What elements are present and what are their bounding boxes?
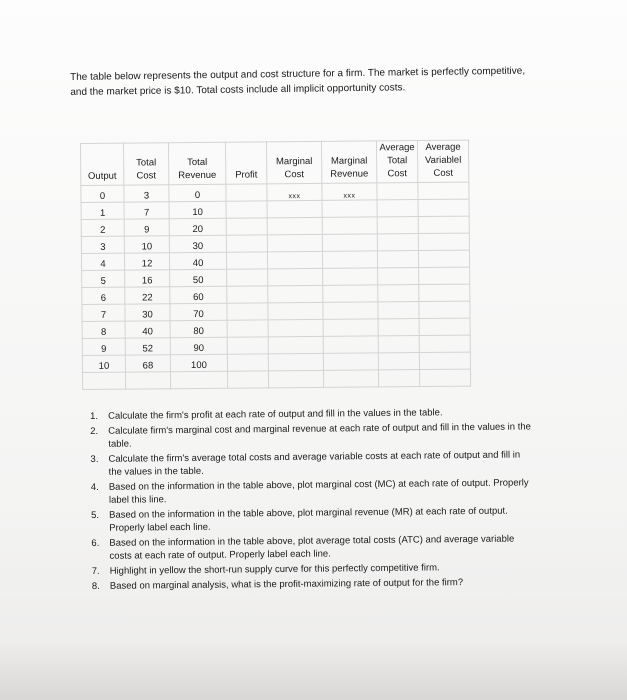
average-variable-cost-cell[interactable] <box>419 318 470 335</box>
output-cell: 2 <box>81 219 124 236</box>
total-cost-cell: 40 <box>125 321 170 338</box>
question-number: 4. <box>90 481 99 493</box>
profit-cell[interactable] <box>226 235 267 252</box>
question-number: 7. <box>91 565 100 577</box>
question-number: 5. <box>91 509 100 521</box>
total-revenue-cell: 30 <box>169 235 226 252</box>
average-total-cost-cell[interactable] <box>377 251 418 268</box>
profit-cell[interactable] <box>226 252 267 269</box>
average-total-cost-cell[interactable] <box>377 200 418 217</box>
marginal-revenue-cell[interactable] <box>323 319 378 336</box>
marginal-cost-cell[interactable] <box>267 217 322 234</box>
header-average-total-cost: Average Total Cost <box>376 141 417 183</box>
marginal-cost-cell[interactable] <box>267 251 322 268</box>
profit-cell[interactable] <box>226 218 267 235</box>
profit-cell[interactable] <box>226 184 267 201</box>
question-text: Calculate the firm's average total costs and average variable costs at each rate of output and fill in the values in the table. <box>108 449 521 478</box>
output-cell: 6 <box>82 287 125 304</box>
marginal-cost-cell[interactable] <box>268 285 323 302</box>
total-revenue-cell[interactable] <box>170 371 227 388</box>
average-variable-cost-cell[interactable] <box>418 233 469 250</box>
question-text: Based on the information in the table above, plot average total costs (ATC) and average variable costs at each rate of output. Properly label each line. <box>109 533 515 562</box>
marginal-revenue-cell[interactable] <box>322 251 377 268</box>
question-number: 1. <box>90 410 99 422</box>
total-revenue-cell: 70 <box>170 303 227 320</box>
average-variable-cost-cell[interactable] <box>418 182 469 199</box>
question-number: 6. <box>91 537 100 549</box>
average-total-cost-cell[interactable] <box>377 183 418 200</box>
question-text: Calculate firm's marginal cost and marginal revenue at each rate of output and fill in the values in the table. <box>108 421 531 450</box>
marginal-cost-cell[interactable] <box>268 353 323 370</box>
output-cell: 4 <box>81 253 124 270</box>
marginal-revenue-cell[interactable] <box>323 302 378 319</box>
average-total-cost-cell[interactable] <box>377 234 418 251</box>
total-cost-cell: 68 <box>125 355 170 372</box>
marginal-cost-cell[interactable] <box>268 319 323 336</box>
profit-cell[interactable] <box>227 337 268 354</box>
bottom-shadow <box>0 640 627 700</box>
header-output: Output <box>81 143 124 185</box>
total-cost-cell: 30 <box>125 304 170 321</box>
profit-cell[interactable] <box>226 201 267 218</box>
profit-cell[interactable] <box>227 371 268 388</box>
total-revenue-cell: 10 <box>169 201 226 218</box>
marginal-revenue-cell[interactable] <box>323 353 378 370</box>
output-cell: 7 <box>82 304 125 321</box>
total-revenue-cell: 0 <box>169 184 226 201</box>
marginal-cost-cell[interactable] <box>268 268 323 285</box>
total-cost-cell: 52 <box>125 338 170 355</box>
marginal-revenue-cell[interactable] <box>323 285 378 302</box>
marginal-revenue-cell[interactable] <box>322 200 377 217</box>
list-item <box>91 476 536 507</box>
marginal-cost-cell[interactable] <box>267 234 322 251</box>
table-header-row <box>81 140 469 185</box>
average-total-cost-cell[interactable] <box>378 302 419 319</box>
total-cost-cell: 10 <box>124 236 169 253</box>
average-variable-cost-cell[interactable] <box>418 216 469 233</box>
output-cell: 3 <box>81 236 124 253</box>
average-total-cost-cell[interactable] <box>378 336 419 353</box>
total-cost-cell: 9 <box>124 219 169 236</box>
cost-structure-table <box>80 140 471 390</box>
marginal-cost-cell[interactable] <box>267 200 322 217</box>
output-cell: 9 <box>82 338 125 355</box>
average-variable-cost-cell[interactable] <box>419 352 470 369</box>
total-revenue-cell: 100 <box>170 354 227 371</box>
total-revenue-cell: 90 <box>170 337 227 354</box>
header-total-revenue: Total Revenue <box>169 142 226 184</box>
output-cell: 1 <box>81 202 124 219</box>
output-cell: 0 <box>81 185 124 202</box>
marginal-revenue-cell: xxx <box>322 183 377 200</box>
total-cost-cell: 3 <box>124 185 169 202</box>
table-row-blank <box>83 369 471 389</box>
output-cell: 10 <box>82 355 125 372</box>
average-variable-cost-cell[interactable] <box>418 199 469 216</box>
average-total-cost-cell[interactable] <box>378 353 419 370</box>
total-revenue-cell: 50 <box>170 269 227 286</box>
profit-cell[interactable] <box>227 320 268 337</box>
marginal-cost-cell[interactable] <box>268 302 323 319</box>
list-item <box>91 504 536 535</box>
question-text: Based on marginal analysis, what is the profit-maximizing rate of output for the firm? <box>109 577 464 592</box>
average-variable-cost-cell[interactable] <box>419 267 470 284</box>
output-cell[interactable] <box>83 372 126 389</box>
header-total-cost: Total Cost <box>124 143 169 185</box>
average-variable-cost-cell[interactable] <box>419 335 470 352</box>
question-text: Based on the information in the table above, plot marginal revenue (MR) at each rate of output. Properly label each line. <box>109 505 508 534</box>
total-cost-cell[interactable] <box>126 372 171 389</box>
average-total-cost-cell[interactable] <box>378 319 419 336</box>
total-cost-cell: 22 <box>125 287 170 304</box>
question-text: Highlight in yellow the short-run supply curve for this perfectly competitive firm. <box>109 562 440 577</box>
intro-paragraph: The table below represents the output and cost structure for a firm. The market is perfectly competitive, and the market price is $10. Total costs include all implicit opportunity costs. <box>70 65 526 98</box>
profit-cell[interactable] <box>227 286 268 303</box>
total-cost-cell: 7 <box>124 202 169 219</box>
total-revenue-cell: 40 <box>169 252 226 269</box>
average-total-cost-cell[interactable] <box>378 370 419 387</box>
average-variable-cost-cell[interactable] <box>419 301 470 318</box>
total-revenue-cell: 80 <box>170 320 227 337</box>
question-text: Based on the information in the table above, plot marginal cost (MC) at each rate of output. Properly label this line. <box>108 477 529 506</box>
question-number: 3. <box>90 453 99 465</box>
question-list <box>90 405 537 595</box>
header-average-variable-cost: Average Variablel Cost <box>417 140 468 182</box>
marginal-cost-cell[interactable] <box>268 370 323 387</box>
average-variable-cost-cell[interactable] <box>419 284 470 301</box>
question-text: Calculate the firm's profit at each rate of output and fill in the values in the table. <box>108 407 443 422</box>
total-cost-cell: 16 <box>125 270 170 287</box>
profit-cell[interactable] <box>227 269 268 286</box>
list-item <box>91 532 536 563</box>
question-number: 8. <box>91 580 100 592</box>
marginal-revenue-cell[interactable] <box>322 234 377 251</box>
marginal-revenue-cell[interactable] <box>322 217 377 234</box>
marginal-revenue-cell[interactable] <box>323 370 378 387</box>
header-profit: Profit <box>225 142 266 184</box>
marginal-cost-cell[interactable] <box>268 336 323 353</box>
output-cell: 8 <box>82 321 125 338</box>
output-cell: 5 <box>82 270 125 287</box>
total-cost-cell: 12 <box>124 253 169 270</box>
marginal-cost-cell: xxx <box>267 183 322 200</box>
average-variable-cost-cell[interactable] <box>418 250 469 267</box>
profit-cell[interactable] <box>227 354 268 371</box>
header-marginal-revenue: Marginal Revenue <box>321 141 376 183</box>
average-total-cost-cell[interactable] <box>378 285 419 302</box>
marginal-revenue-cell[interactable] <box>323 268 378 285</box>
average-variable-cost-cell[interactable] <box>419 369 470 386</box>
list-item <box>90 420 535 451</box>
list-item <box>92 575 537 593</box>
question-number: 2. <box>90 425 99 437</box>
average-total-cost-cell[interactable] <box>378 268 419 285</box>
marginal-revenue-cell[interactable] <box>323 336 378 353</box>
average-total-cost-cell[interactable] <box>377 217 418 234</box>
header-marginal-cost: Marginal Cost <box>266 141 321 183</box>
list-item <box>90 448 535 479</box>
total-revenue-cell: 20 <box>169 218 226 235</box>
profit-cell[interactable] <box>227 303 268 320</box>
total-revenue-cell: 60 <box>170 286 227 303</box>
